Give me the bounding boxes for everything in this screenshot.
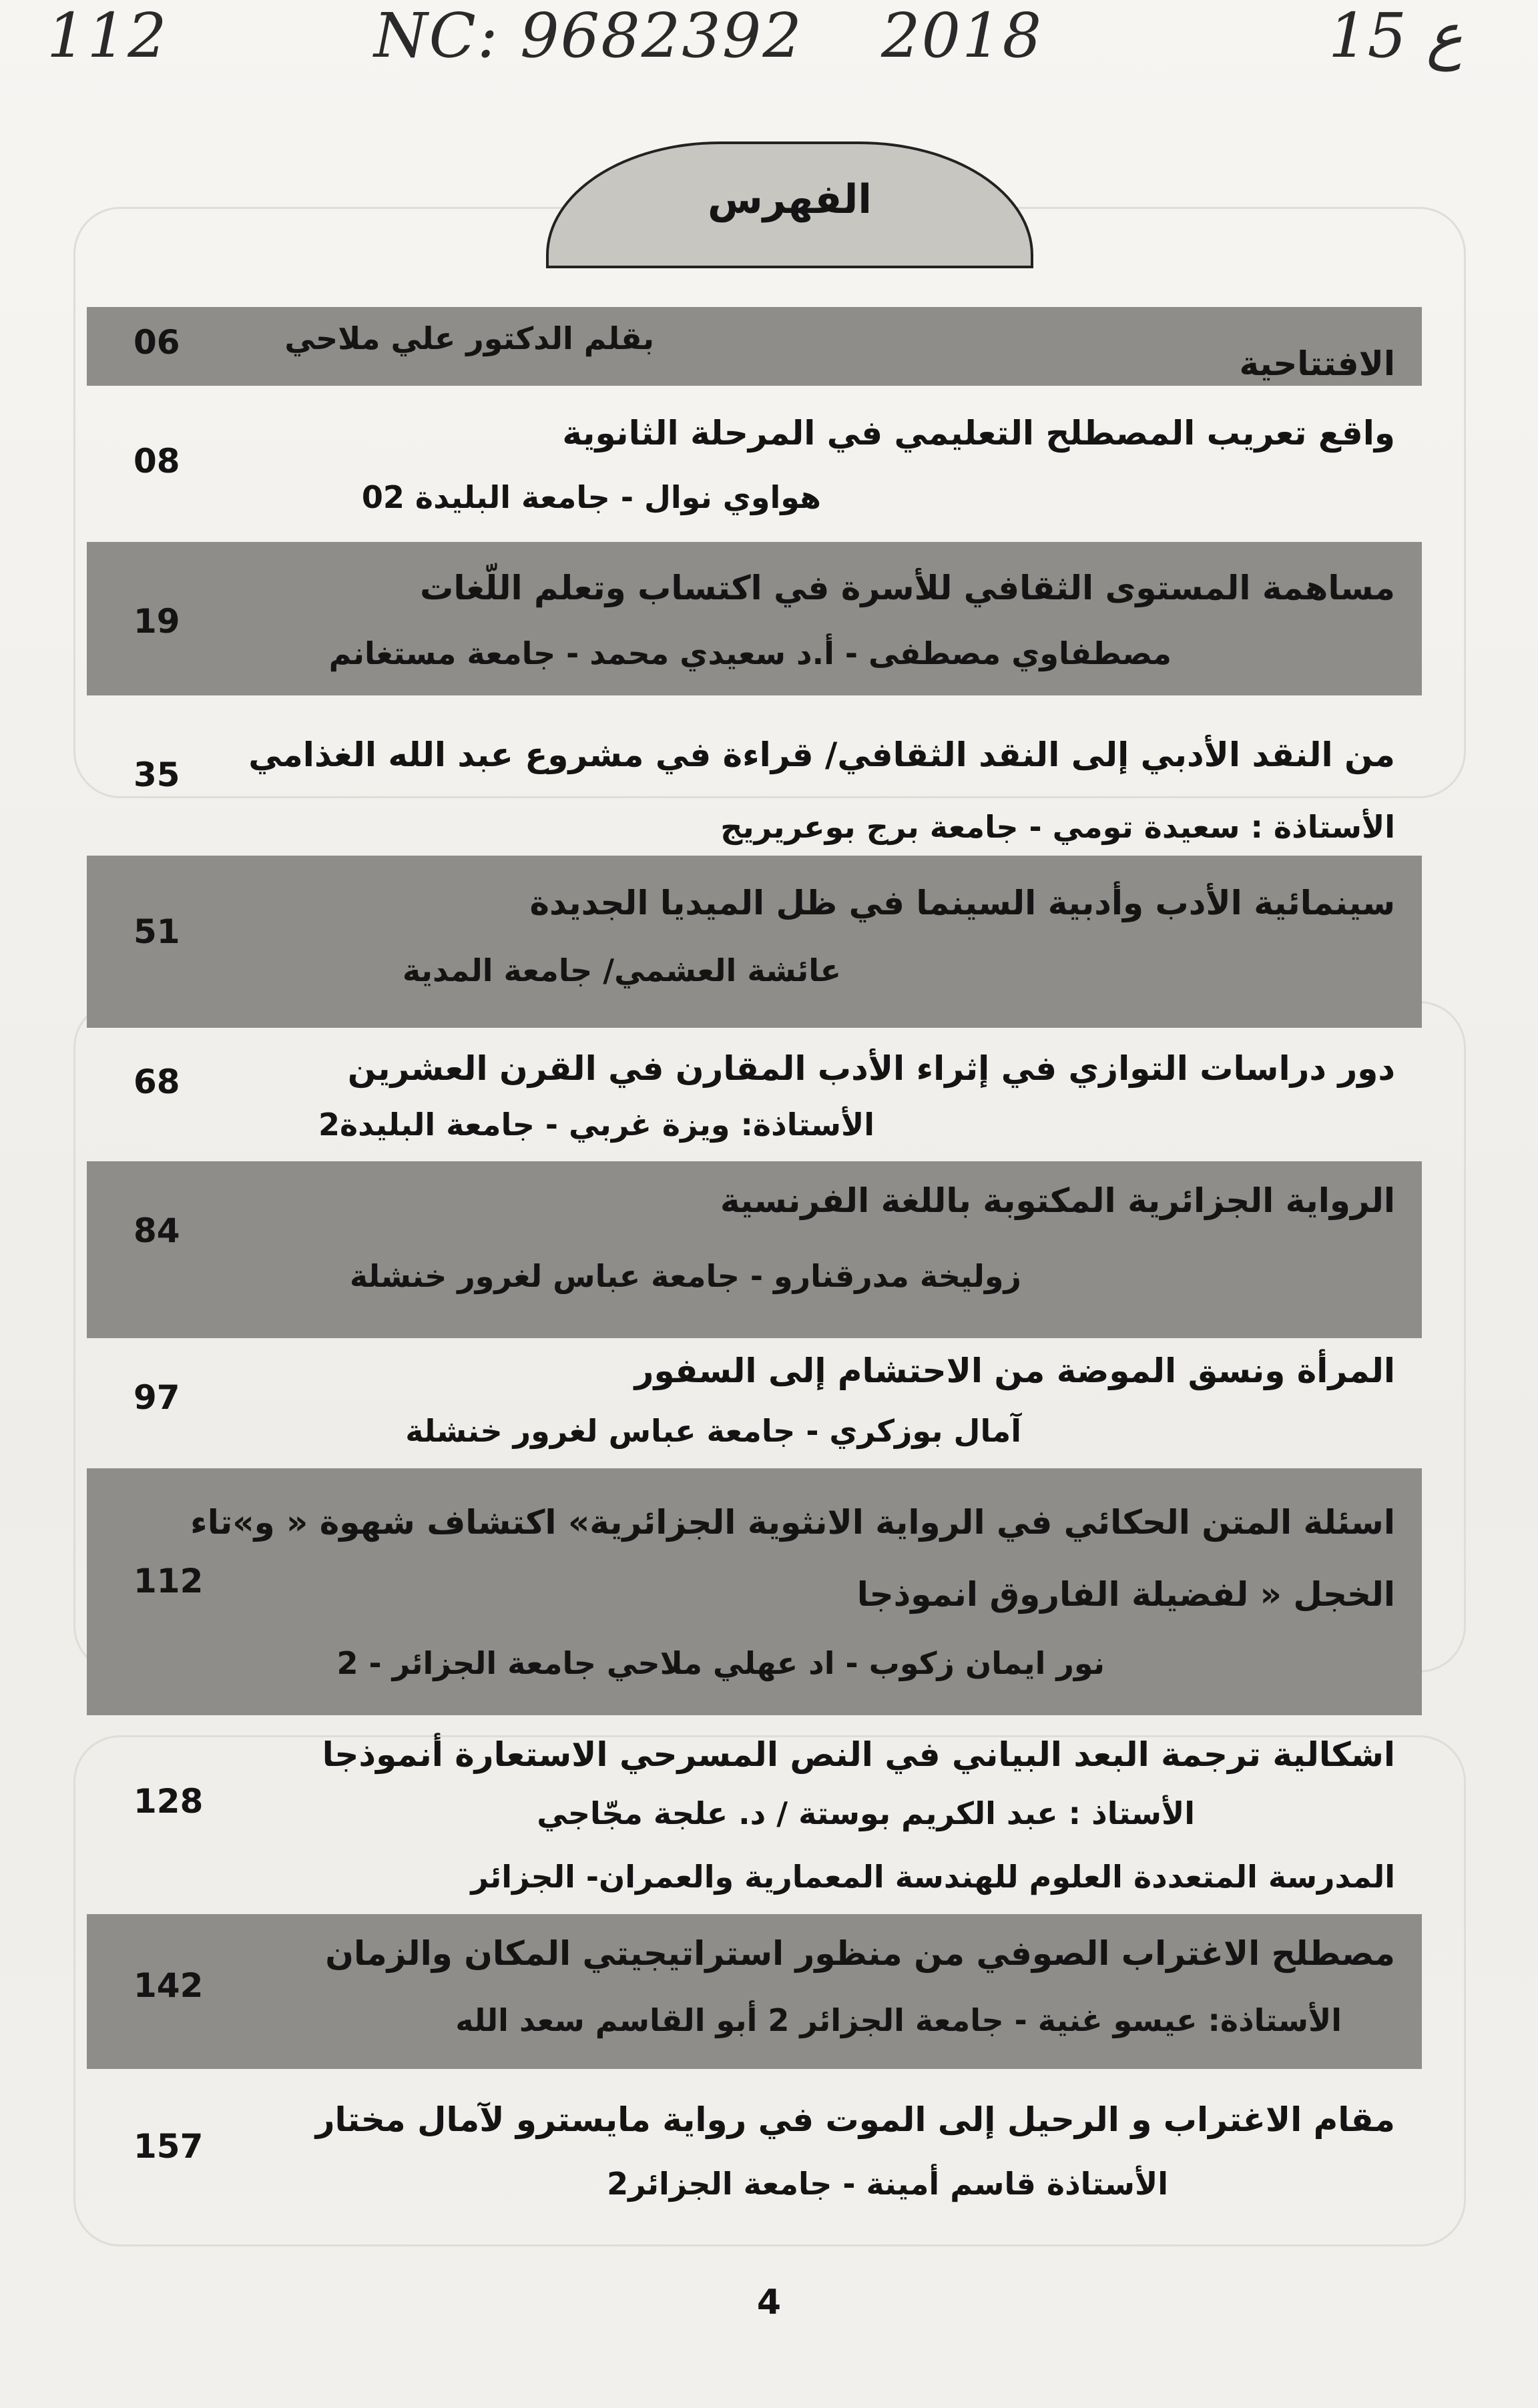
entry-page: 157 (134, 2127, 204, 2166)
entry-title: اسئلة المتن الحكائي في الرواية الانثوية الجزائرية» اكتشاف شهوة « و»تاء (190, 1503, 1395, 1542)
entry-title: سينمائية الأدب وأدبية السينما في ظل الميديا الجديدة (529, 884, 1395, 922)
contents-title: الفهرس (707, 176, 872, 223)
handwritten-year: 2018 (881, 0, 1043, 71)
entry-page: 68 (134, 1063, 180, 1101)
handwritten-number: 112 (47, 0, 168, 71)
entry-title: مقام الاغتراب و الرحيل إلى الموت في رواية مايسترو لآمال مختار (315, 2100, 1395, 2139)
entry-author: نور ايمان زكوب - اد عهلي ملاحي جامعة الجزائر - 2 (336, 1645, 1105, 1681)
entry-page: 51 (134, 912, 180, 951)
entry-title: مساهمة المستوى الثقافي للأسرة في اكتساب وتعلم اللّغات (420, 569, 1395, 607)
toc-entry (87, 400, 1422, 534)
entry-title: واقع تعريب المصطلح التعليمي في المرحلة الثانوية (562, 414, 1395, 453)
entry-page: 142 (134, 1966, 204, 2005)
entry-page: 06 (134, 323, 180, 362)
entry-author: الأستاذة قاسم أمينة - جامعة الجزائر2 (607, 2166, 1168, 2202)
entry-page: 128 (134, 1782, 204, 1821)
entry-title: من النقد الأدبي إلى النقد الثقافي/ قراءة في مشروع عبد الله الغذامي (248, 735, 1395, 774)
entry-affiliation: المدرسة المتعددة العلوم للهندسة المعمارية والعمران- الجزائر (471, 1859, 1395, 1895)
toc-entry (87, 1468, 1422, 1715)
entry-author: الأستاذة: عيسو غنية - جامعة الجزائر 2 أبو القاسم سعد الله (455, 2002, 1342, 2038)
entry-title: دور دراسات التوازي في إثراء الأدب المقارن في القرن العشرين (347, 1049, 1395, 1088)
toc-entry (87, 542, 1422, 695)
toc-entry (87, 1715, 1422, 1915)
toc-entry (87, 1028, 1422, 1161)
entry-title: اشكالية ترجمة البعد البياني في النص المسرحي الاستعارة أنموذجا (322, 1735, 1395, 1774)
entry-title: المرأة ونسق الموضة من الاحتشام إلى السفور (634, 1351, 1395, 1390)
entry-page: 112 (134, 1562, 204, 1600)
page-number: 4 (756, 2283, 782, 2323)
entry-title-continued: الخجل « لفضيلة الفاروق انموذجا (856, 1575, 1395, 1614)
entry-author: زوليخة مدرقنارو - جامعة عباس لغرور خنشلة (349, 1258, 1021, 1294)
entry-author: بقلم الدكتور علي ملاحي (284, 320, 654, 356)
toc-entry (87, 856, 1422, 1028)
toc-entry (87, 1914, 1422, 2069)
entry-author: الأستاذ : عبد الكريم بوستة / د. علجة مجّاجي (537, 1795, 1195, 1831)
entry-title: مصطلح الاغتراب الصوفي من منظور استراتيجيتي المكان والزمان (325, 1934, 1395, 1973)
entry-page: 97 (134, 1378, 180, 1417)
toc-entry (87, 1338, 1422, 1472)
entry-author: آمال بوزكري - جامعة عباس لغرور خنشلة (405, 1413, 1021, 1449)
handwritten-issue: 15 ع (1328, 0, 1463, 71)
entry-page: 84 (134, 1211, 180, 1250)
entry-author: مصطفاوي مصطفى - أ.د سعيدي محمد - جامعة مستغانم (328, 635, 1172, 671)
entry-author: هواوي نوال - جامعة البليدة 02 (361, 479, 821, 515)
entry-author: الأستاذة: ويزة غربي - جامعة البليدة2 (318, 1107, 874, 1143)
toc-entry (87, 307, 1422, 386)
entry-author: عائشة العشمي/ جامعة المدية (402, 952, 841, 988)
toc-entry (87, 707, 1422, 845)
entry-page: 08 (134, 442, 180, 481)
entry-title: الافتتاحية (1239, 344, 1395, 383)
toc-entry (87, 1161, 1422, 1338)
entry-author: الأستاذة : سعيدة تومي - جامعة برج بوعريريج (720, 809, 1395, 845)
toc-entry (87, 2079, 1422, 2219)
entry-page: 19 (134, 602, 180, 641)
handwritten-nc-code: NC: 9682392 (374, 0, 803, 71)
entry-title: الرواية الجزائرية المكتوبة باللغة الفرنسية (720, 1181, 1395, 1220)
entry-page: 35 (134, 756, 180, 794)
